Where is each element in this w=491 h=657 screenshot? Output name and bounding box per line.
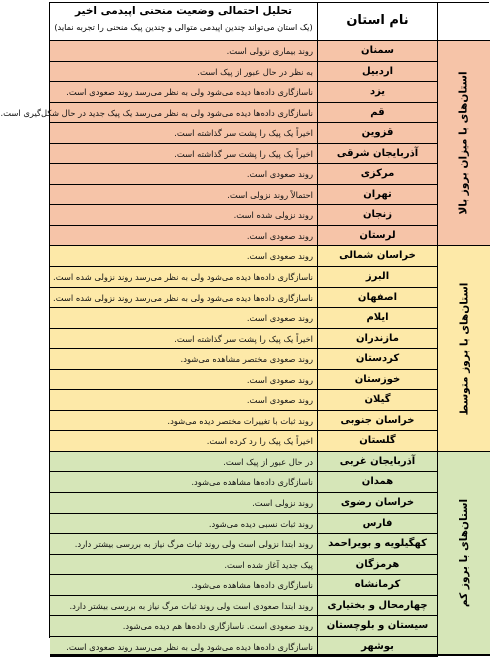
row-province-name: زنجان xyxy=(318,205,438,226)
row-province-name: خراسان رضوی xyxy=(318,493,438,514)
group-column-header xyxy=(438,3,490,41)
row-description: احتمالاً روند نزولی است. xyxy=(50,185,318,206)
row-province-name: کرمانشاه xyxy=(318,575,438,596)
row-province-name: سمنان xyxy=(318,41,438,62)
row-description: روند صعودی است. xyxy=(50,226,318,247)
row-province-name: قزوین xyxy=(318,123,438,144)
province-column-header: نام استان xyxy=(318,3,438,41)
row-description: ناسازگاری داده‌ها دیده می‌شود ولی به نظر می‌رسد روند صعودی است. xyxy=(50,637,318,655)
country-group-blank xyxy=(438,655,490,656)
row-description: اخیراً یک پیک را پشت سر گذاشته است. xyxy=(50,144,318,165)
row-description: روند نزولی شده است. xyxy=(50,205,318,226)
row-province-name: یزد xyxy=(318,82,438,103)
row-description: روند ثبات با تغییرات مختصر دیده می‌شود. xyxy=(50,411,318,432)
table-title: تحلیل احتمالی وضعیت منحنی اپیدمی اخیر xyxy=(75,5,292,17)
row-description: ناسازگاری داده‌ها دیده می‌شود ولی به نظر می‌رسد یک پیک جدید در حال شکل‌گیری است. xyxy=(50,103,318,124)
row-province-name: تهران xyxy=(318,185,438,206)
row-province-name: چهارمحال و بختیاری xyxy=(318,596,438,617)
row-province-name: آذربایجان شرقی xyxy=(318,144,438,165)
row-province-name: آذربایجان غربی xyxy=(318,452,438,473)
row-description: روند صعودی است. xyxy=(50,308,318,329)
row-province-name: مازندران xyxy=(318,329,438,350)
row-description: به نظر در حال عبور از پیک است. xyxy=(50,62,318,83)
row-description: روند صعودی است. xyxy=(50,390,318,411)
row-province-name: خراسان شمالی xyxy=(318,246,438,267)
group-label-mid xyxy=(438,246,490,451)
row-description: ناسازگاری داده‌ها دیده می‌شود ولی به نظر می‌رسد روند نزولی شده است. xyxy=(50,267,318,288)
row-province-name: سیستان و بلوچستان xyxy=(318,616,438,637)
row-province-name: فارس xyxy=(318,514,438,535)
row-province-name: خراسان جنوبی xyxy=(318,411,438,432)
row-province-name: قم xyxy=(318,103,438,124)
row-description: در حال عبور از پیک است. xyxy=(50,452,318,473)
group-label-high-text: استان‌های با میزان بروز بالا xyxy=(458,71,471,215)
row-description: ناسازگاری داده‌ها دیده می‌شود ولی به نظر می‌رسد روند نزولی شده است. xyxy=(50,288,318,309)
table-header-title-cell xyxy=(50,3,318,41)
row-description: ناسازگاری داده‌ها مشاهده می‌شود. xyxy=(50,472,318,493)
row-province-name: اصفهان xyxy=(318,288,438,309)
row-province-name: لرستان xyxy=(318,226,438,247)
row-province-name: گیلان xyxy=(318,390,438,411)
row-description: روند ابتدا صعودی است ولی روند ثبات مرگ نیاز به بررسی بیشتر دارد. xyxy=(50,596,318,617)
group-label-low-text: استان‌های با بروز کم xyxy=(458,498,471,607)
row-province-name: خوزستان xyxy=(318,370,438,391)
row-province-name: گلستان xyxy=(318,431,438,452)
row-province-name: ایلام xyxy=(318,308,438,329)
row-description: روند صعودی است. xyxy=(50,164,318,185)
row-description: اخیراً یک پیک را رد کرده است. xyxy=(50,431,318,452)
province-table-wrapper xyxy=(0,2,489,652)
row-province-name: بوشهر xyxy=(318,637,438,655)
row-province-name: هرمزگان xyxy=(318,555,438,576)
row-description: اخیراً یک پیک را پشت سر گذاشته است. xyxy=(50,123,318,144)
row-description: اخیراً یک پیک را پشت سر گذاشته است. xyxy=(50,329,318,350)
row-province-name: اردبیل xyxy=(318,62,438,83)
row-description: روند ابتدا نزولی است ولی روند ثبات مرگ نیاز به بررسی بیشتر دارد. xyxy=(50,534,318,555)
row-description: روند صعودی است. xyxy=(50,246,318,267)
row-description: پیک جدید آغاز شده است. xyxy=(50,555,318,576)
row-province-name: البرز xyxy=(318,267,438,288)
row-description: روند بیماری نزولی است. xyxy=(50,41,318,62)
row-description: روند صعودی است. xyxy=(50,370,318,391)
row-description: روند صعودی مختصر مشاهده می‌شود. xyxy=(50,349,318,370)
group-label-low xyxy=(438,452,490,655)
group-label-high xyxy=(438,41,490,246)
row-description: روند صعودی است. ناسازگاری داده‌ها هم دیده می‌شود. xyxy=(50,616,318,637)
row-province-name: کردستان xyxy=(318,349,438,370)
row-province-name: همدان xyxy=(318,472,438,493)
row-province-name: مرکزی xyxy=(318,164,438,185)
table-subtitle: (یک استان می‌تواند چندین اپیدمی متوالی و چندین پیک منحنی را تجربه نماید) xyxy=(54,22,313,32)
row-province-name: کهگیلویه و بویراحمد xyxy=(318,534,438,555)
row-description: روند نزولی است. xyxy=(50,493,318,514)
row-description: ناسازگاری داده‌ها دیده می‌شود ولی به نظر می‌رسد روند صعودی است. xyxy=(50,82,318,103)
group-label-mid-text: استان‌های با بروز متوسط xyxy=(458,282,470,416)
row-description: ناسازگاری داده‌ها مشاهده می‌شود. xyxy=(50,575,318,596)
row-description: روند ثبات نسبی دیده می‌شود. xyxy=(50,514,318,535)
province-epidemic-table xyxy=(0,2,489,652)
